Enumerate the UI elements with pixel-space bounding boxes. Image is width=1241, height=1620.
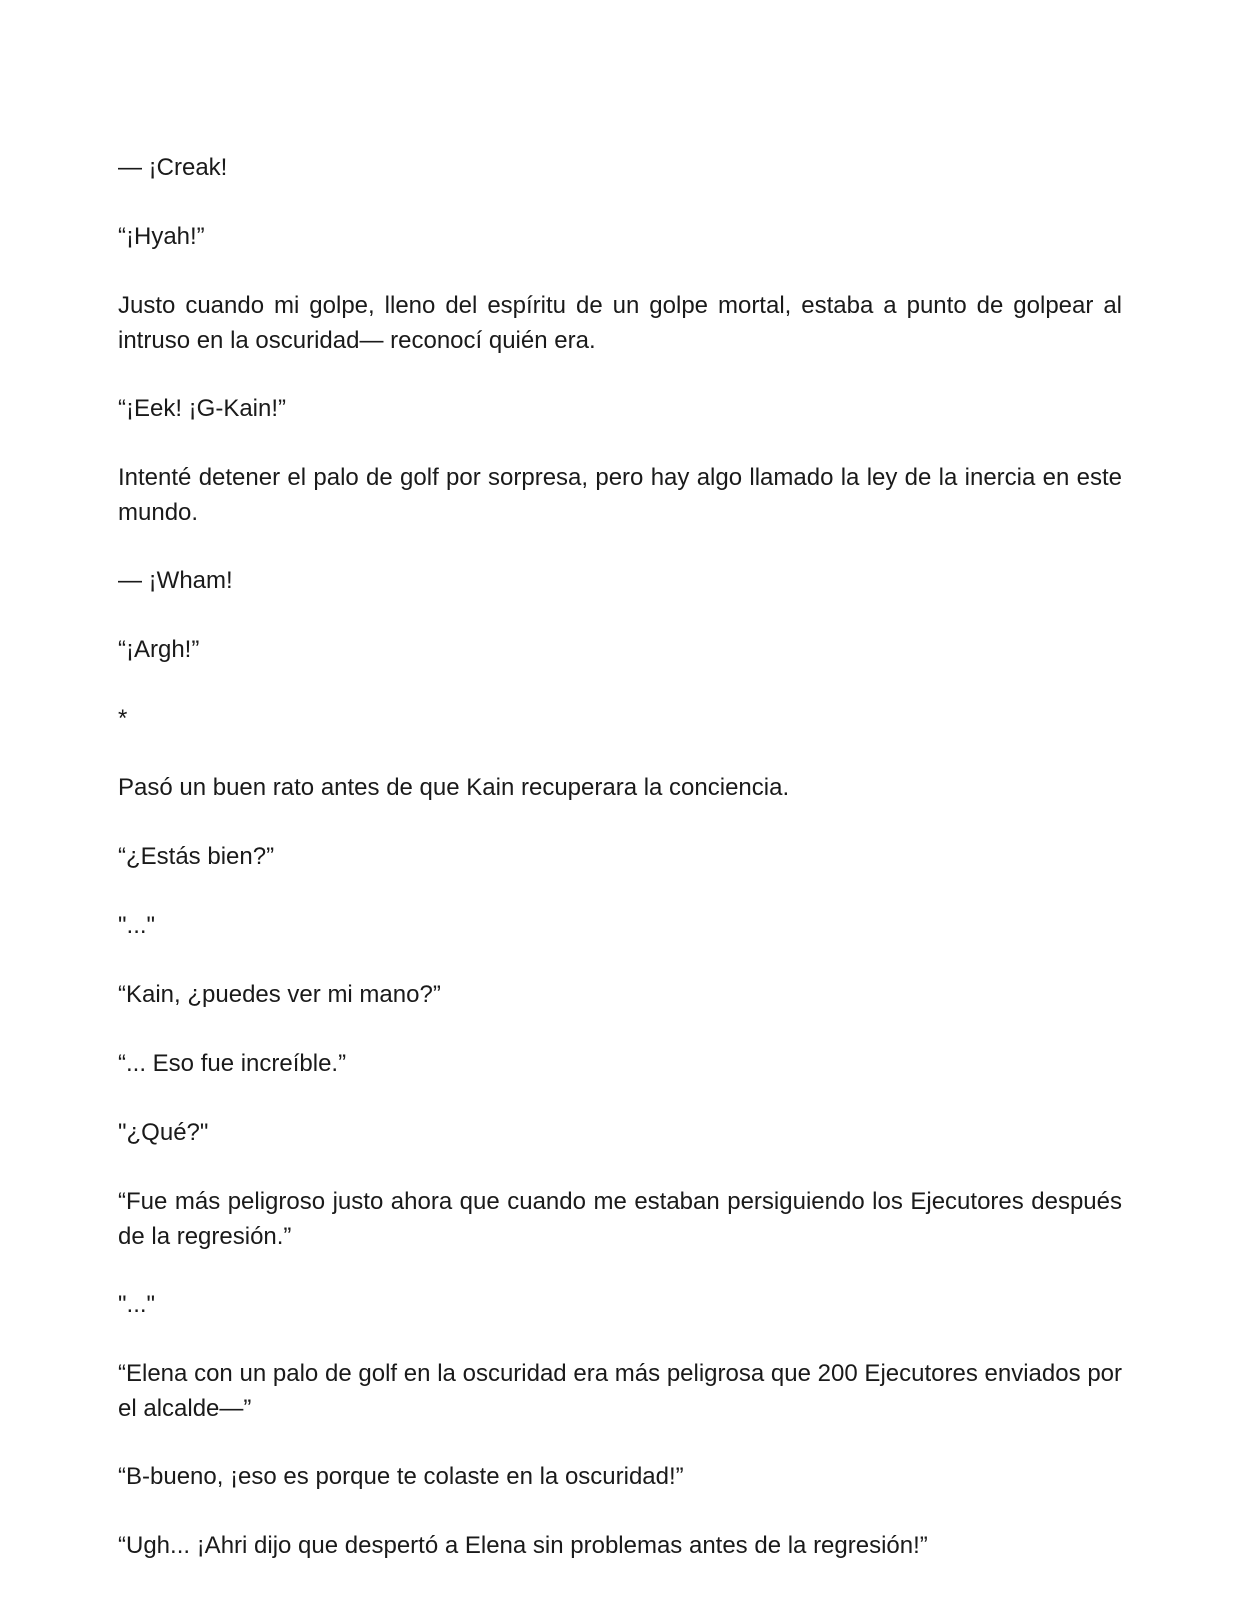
paragraph-dialogue-hyah: “¡Hyah!” (118, 223, 205, 250)
paragraph-dialogue-incredible: “... Eso fue increíble.” (118, 1050, 347, 1077)
paragraph-dialogue-ahri: “Ugh... ¡Ahri dijo que despertó a Elena sin problemas antes de la regresión!” (118, 1532, 928, 1559)
paragraph-dialogue-golf-club: “Elena con un palo de golf en la oscuridad era más peligrosa que 200 Ejecutores enviados por el alcalde—” (118, 1360, 1122, 1422)
paragraph-sound-creak: — ¡Creak! (118, 154, 228, 181)
paragraph-dialogue-see-hand: “Kain, ¿puedes ver mi mano?” (118, 981, 441, 1008)
paragraph-dialogue-ellipsis: "..." (118, 912, 156, 939)
paragraph-sound-wham: — ¡Wham! (118, 567, 233, 594)
paragraph-dialogue-more-dangerous: “Fue más peligroso justo ahora que cuando me estaban persiguiendo los Ejecutores después de la regresión.” (118, 1188, 1122, 1250)
paragraph-dialogue-ellipsis: "..." (118, 1291, 156, 1318)
paragraph-dialogue-sneaked: “B-bueno, ¡eso es porque te colaste en la oscuridad!” (118, 1463, 684, 1490)
scene-break: * (118, 705, 128, 732)
paragraph-dialogue-eek: “¡Eek! ¡G-Kain!” (118, 395, 287, 422)
paragraph-dialogue-argh: “¡Argh!” (118, 636, 200, 663)
paragraph-narration-inertia: Intenté detener el palo de golf por sorpresa, pero hay algo llamado la ley de la inercia en este mundo. (118, 464, 1122, 526)
paragraph-narration-consciousness: Pasó un buen rato antes de que Kain recuperara la conciencia. (118, 774, 790, 801)
paragraph-dialogue-are-you-ok: “¿Estás bien?” (118, 843, 275, 870)
paragraph-dialogue-what: "¿Qué?" (118, 1119, 209, 1146)
paragraph-narration-strike: Justo cuando mi golpe, lleno del espíritu de un golpe mortal, estaba a punto de golpear al intruso en la oscuridad— reconocí quién era. (118, 292, 1122, 354)
